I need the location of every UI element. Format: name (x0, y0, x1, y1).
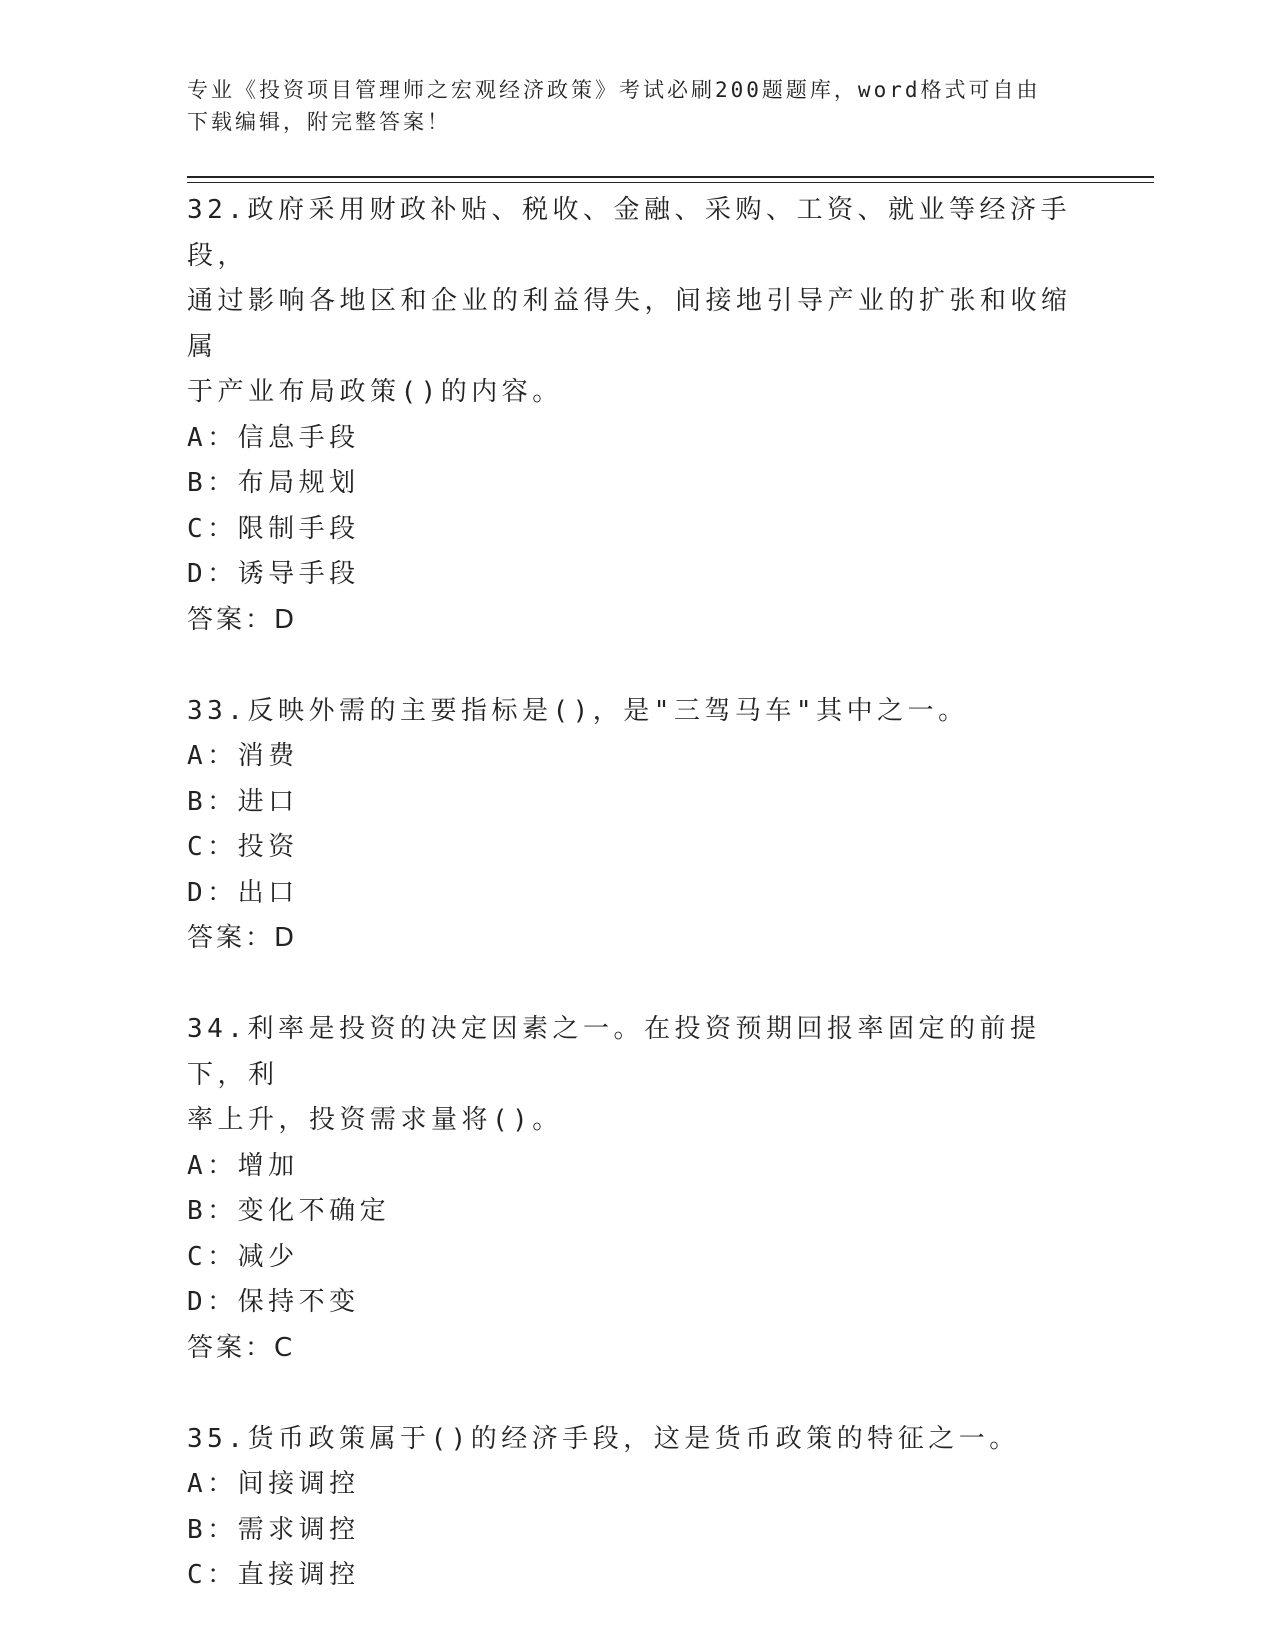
answer: 答案：D (187, 604, 298, 635)
option-c: C：投资 (187, 832, 299, 862)
question-stem-line: 通过影响各地区和企业的利益得失，间接地引导产业的扩张和收缩属 (187, 286, 1072, 362)
question-list (187, 188, 1087, 1599)
header-line-1: 专业《投资项目管理师之宏观经济政策》考试必刷200题题库，word格式可自由 (187, 78, 1041, 102)
question-stem-line: 率上升，投资需求量将()。 (187, 1105, 563, 1135)
option-c: C：直接调控 (187, 1560, 360, 1590)
option-b: B：布局规划 (187, 468, 360, 498)
question-stem-line: 于产业布局政策()的内容。 (187, 377, 563, 407)
header-rule-thin (187, 182, 1154, 183)
question-stem-line: 34.利率是投资的决定因素之一。在投资预期回报率固定的前提下，利 (187, 1014, 1041, 1090)
question-stem-line: 35.货币政策属于()的经济手段，这是货币政策的特征之一。 (187, 1423, 1020, 1454)
option-a: A：间接调控 (187, 1469, 360, 1499)
option-a: A：信息手段 (187, 422, 360, 453)
option-a: A：消费 (187, 741, 299, 771)
option-b: B：需求调控 (187, 1514, 360, 1545)
answer: 答案：C (187, 1332, 296, 1363)
document-header (187, 74, 1067, 138)
option-d: D：出口 (187, 877, 299, 908)
option-d: D：诱导手段 (187, 559, 360, 589)
option-b: B：进口 (187, 786, 299, 817)
option-c: C：限制手段 (187, 513, 360, 544)
header-rule-thick (187, 176, 1154, 178)
option-c: C：减少 (187, 1241, 299, 1272)
question-35 (187, 1417, 1087, 1599)
question-34 (187, 1007, 1087, 1371)
option-d: D：保持不变 (187, 1287, 360, 1317)
option-b: B：变化不确定 (187, 1196, 391, 1226)
answer: 答案：D (187, 923, 298, 953)
question-stem-line: 32.政府采用财政补贴、税收、金融、采购、工资、就业等经济手段， (187, 195, 1071, 271)
question-32 (187, 188, 1087, 643)
question-33 (187, 689, 1087, 962)
header-line-2: 下载编辑，附完整答案！ (187, 110, 451, 134)
question-stem-line: 33.反映外需的主要指标是()，是"三驾马车"其中之一。 (187, 695, 969, 726)
option-a: A：增加 (187, 1150, 299, 1181)
